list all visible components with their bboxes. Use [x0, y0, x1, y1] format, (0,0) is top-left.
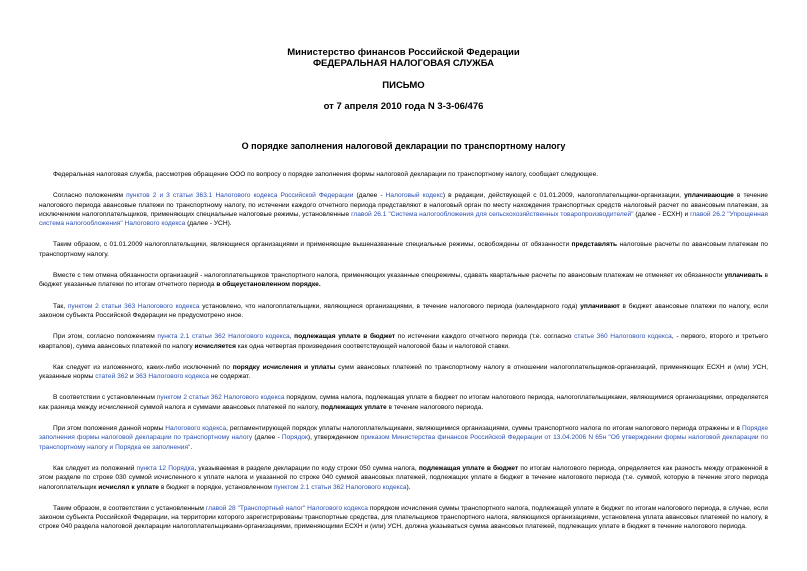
paragraph-text: Федеральная налоговая служба, рассмотрев обращение ООО по вопросу о порядке заполнения формы налоговой декларации по транспортному налогу, сообщает следующее. [53, 171, 599, 178]
paragraph-text: , - первого, второго и третьего кварталов), сумма авансовых платежей по налогу [39, 333, 768, 350]
body-paragraph [39, 191, 768, 228]
body-paragraph [39, 240, 768, 259]
paragraph-text: в бюджет указанные платежи по итогам отчетного периода [39, 272, 768, 289]
paragraph-text: В соответствии с установленным [53, 394, 157, 402]
document-type: ПИСЬМО [382, 80, 425, 91]
document-link[interactable]: статей 362 [95, 373, 129, 381]
emphasis-text: подлежащих уплате [320, 403, 387, 411]
document-body [39, 170, 768, 544]
body-paragraph [39, 170, 768, 179]
document-link[interactable]: 363 Налогового кодекса [135, 373, 210, 381]
emphasis-text: уплачивать [724, 272, 763, 280]
document-link[interactable]: пунктом 2.1 статьи 362 Налогового кодекса [273, 483, 407, 491]
paragraph-text: не содержат. [209, 373, 251, 381]
paragraph-text: Как следует из положений [53, 464, 137, 472]
service-name: ФЕДЕРАЛЬНАЯ НАЛОГОВАЯ СЛУЖБА [312, 58, 495, 69]
paragraph-text: в бюджет в порядке, установленном [158, 483, 274, 491]
paragraph-text: установлено, что налогоплательщики, являющиеся организациями, в течение налогового периода (календарного года) [199, 302, 581, 310]
document-link[interactable]: пунктом 2 статьи 363 Налогового кодекса [67, 302, 200, 310]
document-link[interactable]: Порядок [281, 434, 308, 442]
emphasis-text: исчислял к уплате [98, 483, 159, 491]
paragraph-text: Согласно положениям [53, 192, 127, 200]
paragraph-text: Как следует из изложенного, каких-либо исключений по [53, 363, 233, 371]
document-link[interactable]: приказом Министерства финансов Российской Федерации от 13.04.2006 N 65н "Об утверждении формы налоговой декларации по транспортному налогу и Порядка ее заполнения" [39, 434, 768, 451]
paragraph-text: (далее - ЕСХН) и [633, 210, 691, 218]
body-paragraph [39, 363, 768, 382]
emphasis-text: порядку исчисления и уплаты [232, 363, 336, 371]
body-paragraph [39, 504, 768, 532]
paragraph-text: При этом, согласно положениям [53, 333, 158, 341]
document-link[interactable]: пункта 12 Порядка [136, 464, 195, 472]
paragraph-text: по истечении каждого отчетного периода (т.е. согласно [395, 333, 575, 341]
document-link[interactable]: Налоговый кодекс [385, 192, 443, 200]
document-link[interactable]: пункта 2.1 статьи 362 Налогового кодекса [157, 333, 290, 341]
paragraph-text: налоговые расчеты по авансовым платежам по транспортному налогу. [39, 241, 768, 258]
paragraph-text: При этом положения данной нормы [53, 425, 166, 433]
paragraph-text: Вместе с тем отмена обязанности организаций - налогоплательщиков транспортного налога, применяющих указанные спецрежимы, сдавать квартальные расчеты по авансовым платежам не отменяет их обязанности [53, 272, 725, 280]
document-link[interactable]: главой 26.2 "Упрощенная система налогообложения" Налогового кодекса [39, 210, 768, 228]
document-subject: О порядке заполнения налоговой декларации по транспортному налогу [241, 141, 566, 151]
paragraph-text: сумм авансовых платежей по транспортному налогу в отношении налогоплательщиков-организаций, применяющих ЕСХН и (или) УСН, указанные нормы [39, 363, 768, 381]
body-paragraph [39, 424, 768, 452]
body-paragraph [39, 464, 768, 492]
document-link[interactable]: Налогового кодекса [165, 425, 227, 433]
emphasis-text: уплачивают [580, 302, 620, 310]
paragraph-text: , указываемая в разделе декларации по коду строки 050 сумма налога, [194, 464, 419, 472]
paragraph-text: (далее - [252, 434, 282, 442]
body-paragraph [39, 393, 768, 412]
paragraph-text: порядком исчисления суммы транспортного налога, подлежащей уплате в бюджет по итогам налогового периода, в случае, если законом субъекта Российской Федерации, на территории которого зарегистрированы транспортные средства, для плательщиков транспортного налога, являющихся организациями, установлена уплата авансовых платежей по налогу, в строке 040 раздела налоговой декларации налогоплательщиками-организациями, применяющими ЕСХН и (или) УСН, должна указываться сумма авансовых платежей, подлежащих уплате в бюджет в течение налогового периода. [39, 504, 768, 531]
paragraph-text: ). [406, 483, 411, 491]
document-link[interactable]: главой 28 "Транспортный налог" Налогового кодекса [205, 504, 368, 512]
paragraph-text: ), утвержденном [307, 434, 361, 442]
emphasis-text: подлежащая уплате в бюджет [294, 333, 396, 341]
paragraph-text: и [128, 373, 136, 381]
emphasis-text: подлежащая уплате в бюджет [418, 464, 519, 472]
document-link[interactable]: главой 26.1 "Система налогообложения для сельскохозяйственных товаропроизводителей" [351, 210, 634, 218]
paragraph-text: (далее - [353, 192, 386, 200]
paragraph-text: по итогам налогового периода, определяется как разность между отраженной в этом разделе по строке 030 суммой исчисленного к уплате налога и указанной по строке 040 суммой авансовых платежей, подлежащих уплате в бюджет в течение налогового периода (т.е. суммой, которую в течение этого периода налогоплательщик [39, 464, 769, 491]
paragraph-text: ) в редакции, действующей с 01.01.2009, налогоплательщики-организации, [442, 192, 685, 200]
paragraph-text: в течение налогового периода. [386, 403, 484, 411]
emphasis-text: исчисляется [194, 342, 236, 350]
paragraph-text: в течение налогового периода авансовые платежи по транспортному налогу, по истечении каждого отчетного периода представляют в налоговый орган по месту нахождения транспортных средств налоговый расчет по авансовым платежам, за исключением налогоплательщиков, применяющих специальные налоговые режимы, установленные [39, 192, 768, 218]
document-link[interactable]: пунктов 2 и 3 статьи 363.1 Налогового кодекса Российской Федерации [126, 192, 354, 200]
body-paragraph [39, 302, 768, 321]
paragraph-text: Таким образом, в соответствии с установленным [53, 504, 206, 512]
document-link[interactable]: пунктом 2 статьи 362 Налогового кодекса [156, 394, 285, 402]
paragraph-text: порядком, сумма налога, подлежащая уплате в бюджет по итогам налогового периода, налогоплательщиками, являющимися организациями, определяется как разница между исчисленной суммой налога и суммами авансовых платежей по налогу, [39, 394, 769, 411]
document-date-number: от 7 апреля 2010 года N 3-3-06/476 [323, 101, 484, 112]
ministry-name: Министерство финансов Российской Федерации [287, 47, 520, 58]
document-link[interactable]: статье 360 Налогового кодекса [574, 333, 672, 341]
emphasis-text: уплачивающие [684, 192, 734, 200]
paragraph-text: Так, [53, 302, 68, 310]
paragraph-text: . [190, 443, 193, 451]
paragraph-text: , регламентирующей порядок уплаты налогоплательщиками, являющимися организациями, суммы транспортного налога по итогам налогового периода отражены и в [226, 425, 742, 433]
body-paragraph [39, 332, 768, 351]
paragraph-text: (далее - УСН). [185, 220, 232, 228]
document-link[interactable]: Порядке заполнения формы налоговой декларации по транспортному налогу [39, 425, 768, 442]
paragraph-text: как одна четвертая произведения соответствующей налоговой базы и налоговой ставки. [235, 342, 510, 350]
body-paragraph [39, 271, 768, 290]
emphasis-text: представлять [571, 241, 618, 249]
paragraph-text: , [289, 333, 295, 341]
emphasis-text: в общеустановленном порядке. [216, 281, 321, 289]
paragraph-text: в бюджет авансовые платежи по налогу, если законом субъекта Российской Федерации не предусмотрено иное. [39, 302, 769, 319]
paragraph-text: Таким образом, с 01.01.2009 налогоплательщики, являющиеся организациями и применяющие вышеназванные специальные режимы, освобождены от обязанности [53, 241, 572, 249]
